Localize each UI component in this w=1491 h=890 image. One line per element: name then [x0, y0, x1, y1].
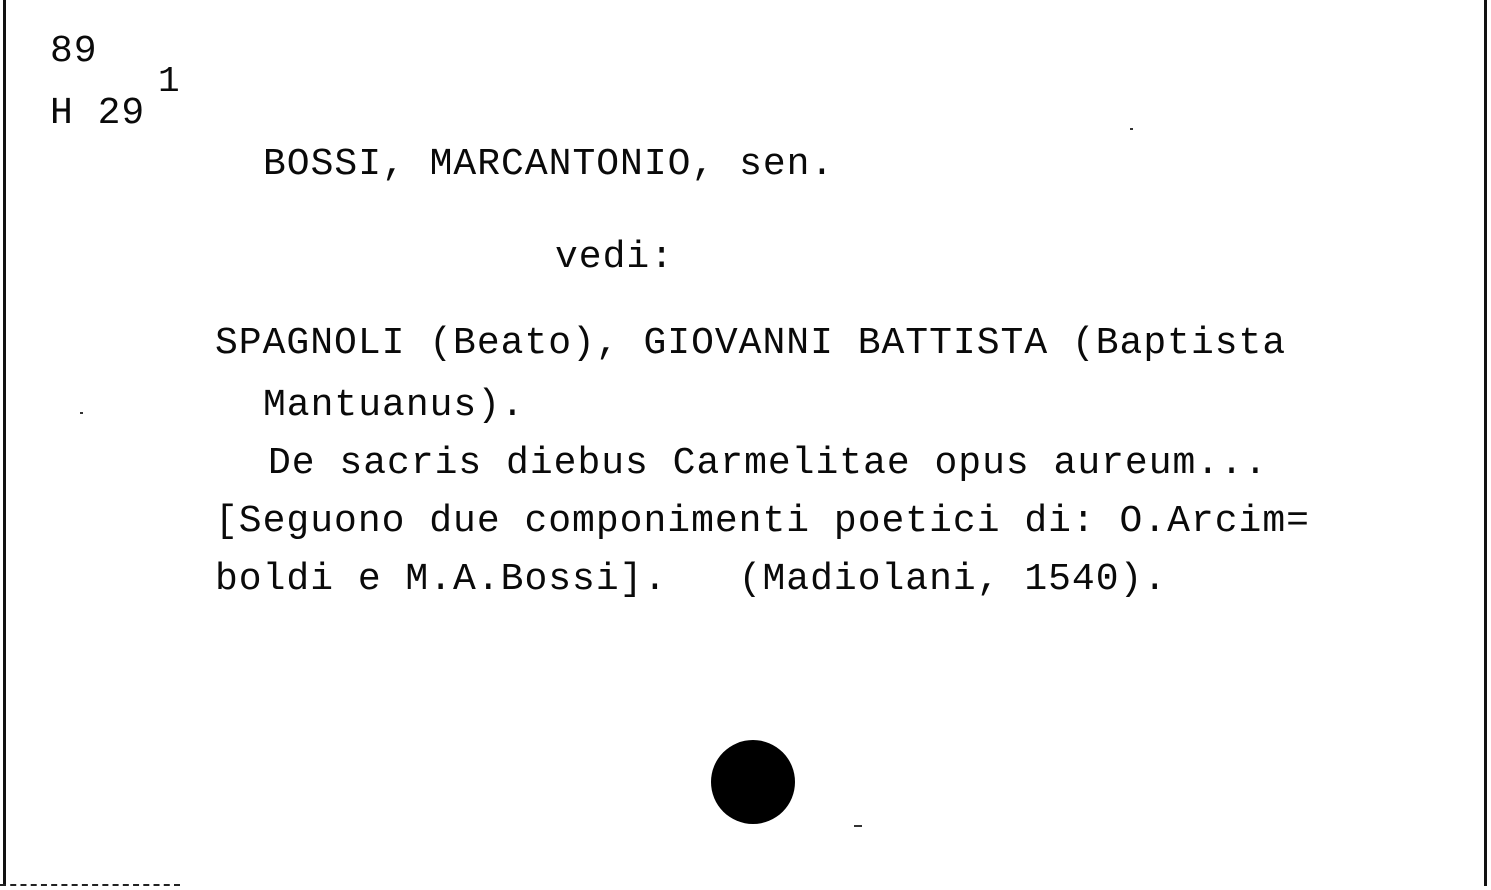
- punch-hole: [711, 740, 795, 824]
- speck-mark: [80, 412, 83, 414]
- heading-name: BOSSI, MARCANTONIO, sen.: [263, 143, 835, 186]
- speck-mark: [854, 825, 862, 827]
- call-number-superscript: 1: [158, 61, 180, 102]
- entry-author-line1: SPAGNOLI (Beato), GIOVANNI BATTISTA (Baptista: [215, 322, 1287, 365]
- entry-note-line1: [Seguono due componimenti poetici di: O.Arcim=: [215, 500, 1310, 543]
- call-number-line1: 89: [50, 30, 98, 73]
- card-edge-rule: [0, 884, 180, 886]
- entry-title-line: De sacris diebus Carmelitae opus aureum...: [268, 442, 1268, 485]
- speck-mark: [1130, 128, 1133, 130]
- entry-author-line2: Mantuanus).: [263, 384, 525, 427]
- catalog-card: [3, 0, 1487, 886]
- entry-note-line2: boldi e M.A.Bossi]. (Madiolani, 1540).: [215, 558, 1168, 601]
- see-also-label: vedi:: [555, 236, 675, 279]
- call-number-line2: H 29: [50, 92, 146, 135]
